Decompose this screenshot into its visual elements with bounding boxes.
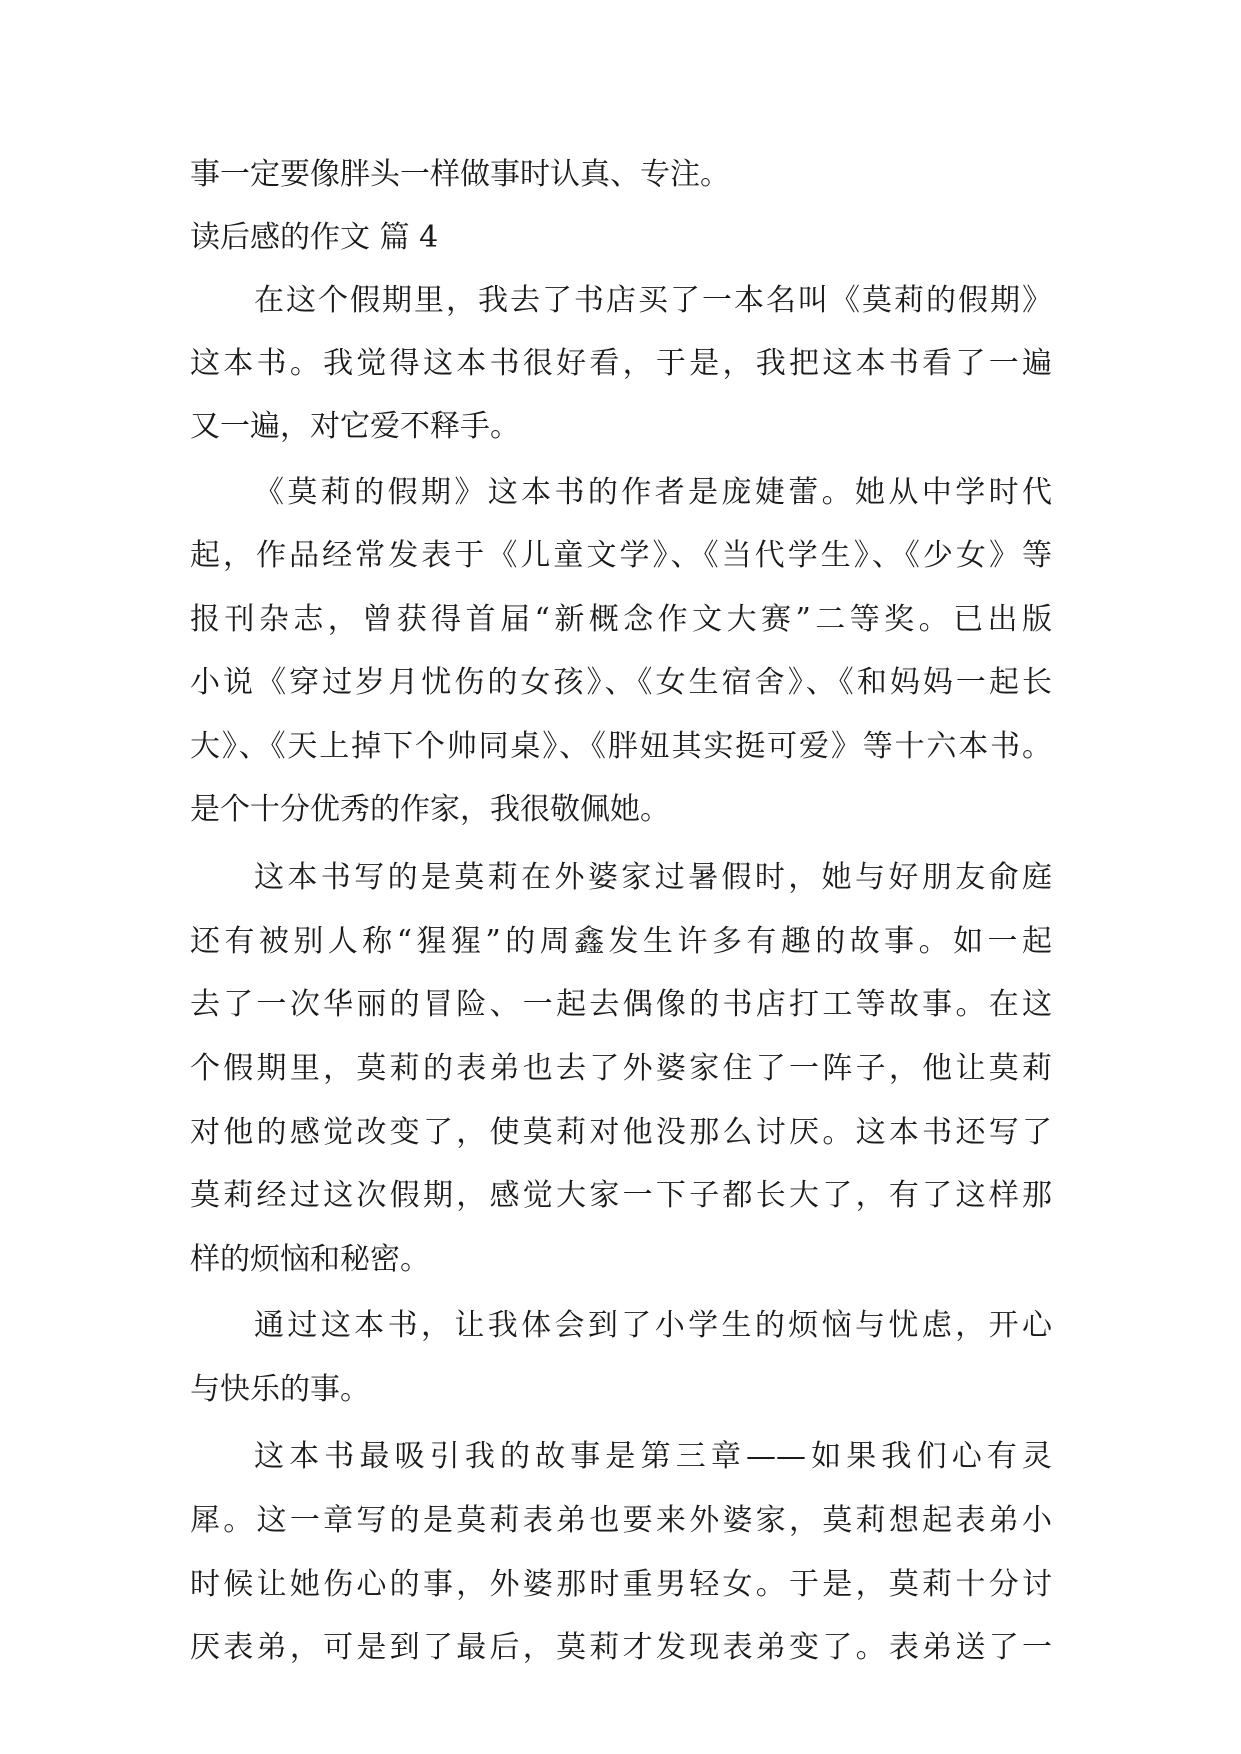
text-line: 事一定要像胖头一样做事时认真、专注。 (190, 157, 730, 192)
text-line: 小说《穿过岁月忧伤的女孩》、《女生宿舍》、《和妈妈一起长 (190, 665, 1052, 700)
text-line: 这本书写的是莫莉在外婆家过暑假时，她与好朋友俞庭 (254, 860, 1052, 895)
text-line: 对他的感觉改变了，使莫莉对他没那么讨厌。这本书还写了 (190, 1115, 1052, 1150)
text-line: 《莫莉的假期》这本书的作者是庞婕蕾。她从中学时代 (254, 475, 1052, 510)
section-heading: 读后感的作文 篇 4 (190, 220, 439, 255)
text-line: 这本书。我觉得这本书很好看，于是，我把这本书看了一遍 (190, 346, 1052, 381)
text-line: 个假期里，莫莉的表弟也去了外婆家住了一阵子，他让莫莉 (190, 1051, 1052, 1086)
text-line: 报刊杂志，曾获得首届“新概念作文大赛”二等奖。已出版 (190, 602, 1052, 637)
text-line: 在这个假期里，我去了书店买了一本名叫《莫莉的假期》 (254, 283, 1052, 318)
text-line: 样的烦恼和秘密。 (190, 1242, 430, 1277)
text-line: 又一遍，对它爱不释手。 (190, 409, 520, 444)
text-line: 大》、《天上掉下个帅同桌》、《胖妞其实挺可爱》等十六本书。 (190, 729, 1052, 764)
text-line: 莫莉经过这次假期，感觉大家一下子都长大了，有了这样那 (190, 1178, 1052, 1213)
text-line: 还有被别人称“猩猩”的周鑫发生许多有趣的故事。如一起 (190, 924, 1052, 959)
text-line: 起，作品经常发表于《儿童文学》、《当代学生》、《少女》等 (190, 538, 1052, 573)
text-line: 去了一次华丽的冒险、一起去偶像的书店打工等故事。在这 (190, 987, 1052, 1022)
text-line: 这本书最吸引我的故事是第三章——如果我们心有灵 (254, 1439, 1052, 1474)
text-line: 通过这本书，让我体会到了小学生的烦恼与忧虑，开心 (254, 1308, 1052, 1343)
text-line: 犀。这一章写的是莫莉表弟也要来外婆家，莫莉想起表弟小 (190, 1503, 1052, 1538)
text-line: 与快乐的事。 (190, 1372, 370, 1407)
text-line: 是个十分优秀的作家，我很敬佩她。 (190, 792, 670, 827)
text-line: 时候让她伤心的事，外婆那时重男轻女。于是，莫莉十分讨 (190, 1567, 1052, 1602)
text-line: 厌表弟，可是到了最后，莫莉才发现表弟变了。表弟送了一 (190, 1630, 1052, 1665)
